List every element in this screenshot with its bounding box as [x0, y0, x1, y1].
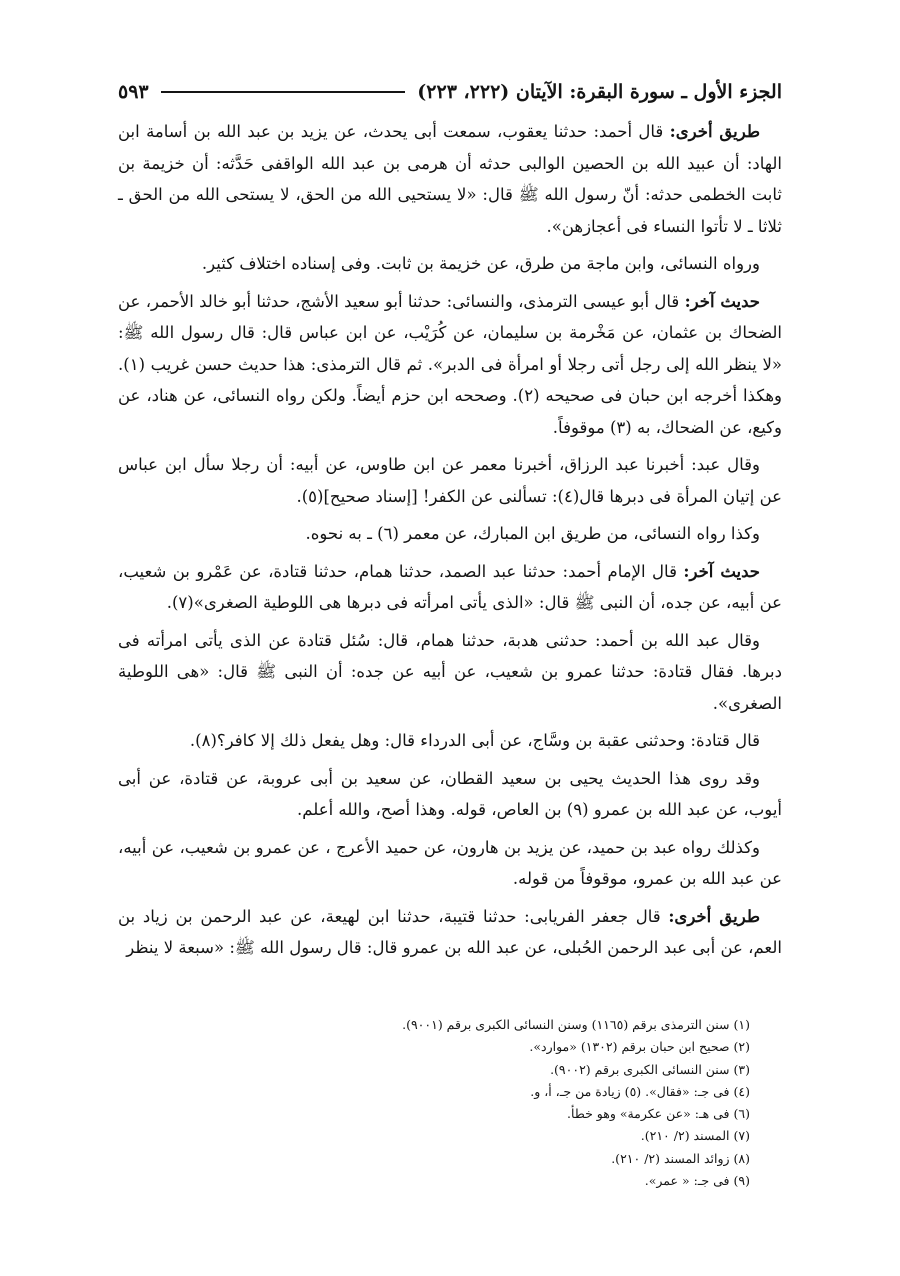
footnote: (٧) المسند (٢/ ٢١٠). [640, 1128, 750, 1144]
paragraph [118, 556, 782, 619]
paragraph [118, 832, 782, 895]
footnote: (٩) فى جـ: « عمر». [644, 1173, 750, 1189]
paragraph [118, 725, 782, 757]
paragraph-text: وكذلك رواه عبد بن حميد، عن يزيد بن هارون، عن حميد الأعرج ، عن عمرو بن شعيب، عن أبيه، عن عبد الله بن عمرو، موقوفاً من قوله. [118, 837, 782, 888]
footnote: (٨) زوائد المسند (٢/ ٢١٠). [611, 1150, 750, 1166]
footnote: (٦) فى هـ: «عن عكرمة» وهو خطأ. [567, 1106, 750, 1122]
paragraph [118, 449, 782, 512]
paragraph [118, 286, 782, 444]
paragraph [118, 763, 782, 826]
footnote: (٤) فى جـ: «فقال». (٥) زيادة من جـ، أ، و. [530, 1083, 750, 1099]
paragraph-text: وكذا رواه النسائى، من طريق ابن المبارك، عن معمر (٦) ـ به نحوه. [305, 524, 760, 543]
page-number: ٥٩٣ [118, 81, 149, 103]
main-text [118, 116, 782, 970]
paragraph-lead: حديث آخر: [684, 291, 760, 311]
paragraph [118, 901, 782, 964]
paragraph [118, 625, 782, 720]
paragraph-text: قال أبو عيسى الترمذى، والنسائى: حدثنا أبو سعيد الأشج، حدثنا أبو خالد الأحمر، عن الضحاك بن عثمان، عن مَخْرمة بن سليمان، عن كُرَيْب، عن ابن عباس قال: قال رسول الله ﷺ: «لا ينظر الله إلى رجل أتى رجلا أو امرأة فى الدبر». ثم قال الترمذى: هذا حديث حسن غريب (١). وهكذا أخرجه ابن حبان فى صحيحه (٢). وصححه ابن حزم أيضاً. ولكن رواه النسائى، عن هناد، عن وكيع، عن الضحاك، به (٣) موقوفاً. [118, 291, 782, 437]
paragraph-lead: حديث آخر: [683, 561, 760, 581]
footnote: (٢) صحيح ابن حبان برقم (١٣٠٢) «موارد». [529, 1039, 750, 1055]
paragraph [118, 116, 782, 242]
running-header [118, 76, 782, 108]
paragraph-text: وقال عبد: أخبرنا عبد الرزاق، أخبرنا معمر عن ابن طاوس، عن أبيه: أن رجلا سأل ابن عباس عن إتيان المرأة فى دبرها قال(٤): تسألنى عن الكفر! [إسناد صحيح](٥). [118, 455, 782, 506]
paragraph-text: قال الإمام أحمد: حدثنا عبد الصمد، حدثنا همام، حدثنا قتادة، عن عَمْرو بن شعيب، عن أبيه، عن جده، أن النبى ﷺ قال: «الذى يأتى امرأته فى دبرها هى اللوطية الصغرى»(٧). [118, 561, 782, 612]
header-title: الجزء الأول ـ سورة البقرة: الآيتان (٢٢٢، ٢٢٣) [417, 81, 782, 103]
paragraph [118, 248, 782, 280]
paragraph-text: ورواه النسائى، وابن ماجة من طرق، عن خزيمة بن ثابت. وفى إسناده اختلاف كثير. [201, 254, 760, 273]
paragraph-text: قال جعفر الفريابى: حدثنا قتيبة، حدثنا ابن لهيعة، عن عبد الرحمن بن زياد بن العم، عن أبى عبد الرحمن الحُبلى، عن عبد الله بن عمرو قال: قال رسول الله ﷺ: «سبعة لا ينظر [118, 906, 782, 957]
paragraph-text: قال أحمد: حدثنا يعقوب، سمعت أبى يحدث، عن يزيد بن عبد الله بن أسامة ابن الهاد: أن عبيد الله بن الحصين الوالبى حدثه أن هرمى بن عبد الله الواقفى حَدَّثه: أن خزيمة بن ثابت الخطمى حدثه: أنّ رسول الله ﷺ قال: «لا يستحيى الله من الحق، لا يستحى الله من الحق ـ ثلاثا ـ لا تأتوا النساء فى أعجازهن». [118, 122, 782, 236]
paragraph-lead: طريق أخرى: [669, 122, 760, 141]
footnote: (٣) سنن النسائى الكبرى برقم (٩٠٠٢). [550, 1061, 750, 1077]
footnotes [118, 1014, 750, 1192]
paragraph-lead: طريق أخرى: [668, 906, 760, 926]
paragraph [118, 518, 782, 550]
footnote: (١) سنن الترمذى برقم (١١٦٥) وسنن النسائى الكبرى برقم (٩٠٠١). [402, 1017, 750, 1032]
paragraph-text: وقد روى هذا الحديث يحيى بن سعيد القطان، عن سعيد بن أبى عروبة، عن قتادة، عن أبى أيوب، عن عبد الله بن عمرو (٩) بن العاص، قوله. وهذا أصح، والله أعلم. [118, 768, 782, 819]
paragraph-text: قال قتادة: وحدثنى عقبة بن وسَّاج، عن أبى الدرداء قال: وهل يفعل ذلك إلا كافر؟(٨). [189, 731, 760, 750]
header-rule [161, 91, 406, 93]
paragraph-text: وقال عبد الله بن أحمد: حدثنى هدبة، حدثنا همام، قال: سُئل قتادة عن الذى يأتى امرأته فى دبرها. فقال قتادة: حدثنا عمرو بن شعيب، عن أبيه عن جده: أن النبى ﷺ قال: «هى اللوطية الصغرى». [118, 630, 782, 713]
